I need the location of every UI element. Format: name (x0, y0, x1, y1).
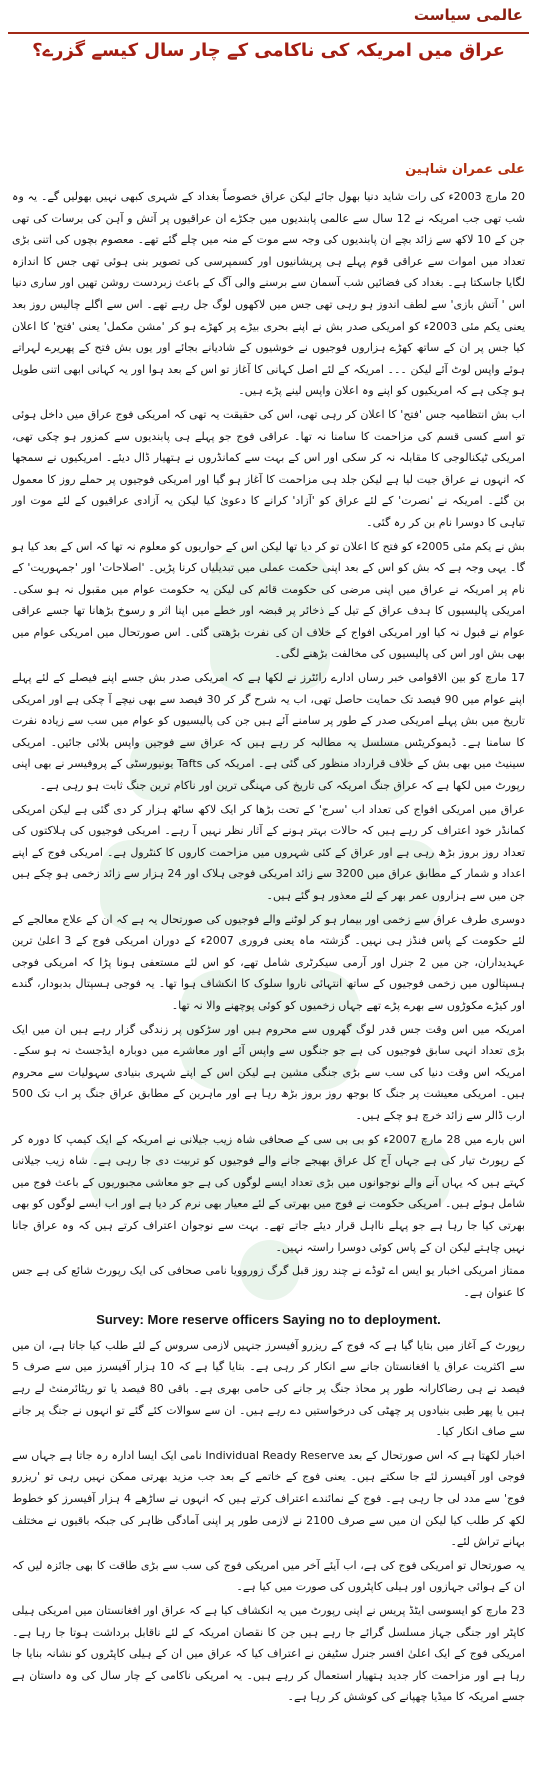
header-divider (8, 32, 529, 34)
article-body (12, 186, 525, 1710)
paragraph: دوسری طرف عراق سے زخمی اور بیمار ہو کر لوٹنے والے فوجیوں کی صورتحال یہ ہے کہ ان کے علاج معالجے کے لئے حکومت کے پاس فنڈز ہی نہیں۔ گزشتہ ماہ یعنی فروری 2007ء کے دوران امریکی فوج کے 3 اعلیٰ ترین عہدیداران، جن میں 2 جنرل اور آرمی سیکرٹری شامل تھے، کو اس لئے مستعفی ہونا پڑا کہ امریکی فوجی ہسپتالوں میں زخمی فوجیوں کے ساتھ انتہائی ناروا سلوک کا انکشاف ہوا تھا۔ یہ فوجی ہسپتال بدبودار، گندے اور کیڑے مکوڑوں سے بھرے پڑے تھے جہاں زخمیوں کو کوئی پوچھنے والا نہ تھا۔ (12, 912, 525, 1012)
paragraph: بش نے یکم مئی 2005ء کو فتح کا اعلان تو کر دیا تھا لیکن اس کے حواریوں کو معلوم نہ تھا کہ اس کے بعد کیا ہو گا۔ یہی وجہ ہے کہ بش کو اس کے بعد اپنی حکمت عملی میں تبدیلیاں کرنا پڑیں۔ 'اصلاحات' اور 'جمہوریت' کے نام پر امریکہ نے عراق میں اپنی مرضی کی حکومت قائم کی لیکن یہ حکومت عوام میں مقبول نہ ہو سکی۔ امریکی پالیسیوں کا ہدف عراق کے تیل کے ذخائر پر قبضہ اور خطے میں اپنا اثر و رسوخ بڑھانا تھا جسے عراقی عوام نے قبول نہ کیا اور امریکی افواج کے خلاف ان کی نفرت بڑھتی گئی۔ اس صورتحال میں امریکی عوام میں بھی بش اور اس کی پالیسیوں کی مخالفت بڑھنے لگی۔ (12, 539, 525, 661)
paragraph: اب بش انتظامیہ جس 'فتح' کا اعلان کر رہی تھی، اس کی حقیقت یہ تھی کہ امریکی فوج عراق میں داخل ہوئی تو اسے کسی قسم کی مزاحمت کا سامنا نہ تھا۔ عراقی فوج جو پہلے ہی پابندیوں سے کمزور ہو چکی تھی، امریکی ٹیکنالوجی کا مقابلہ نہ کر سکی اور اس کے بہت سے کمانڈروں نے ہتھیار ڈال دیئے۔ امریکیوں نے سمجھا کہ انہوں نے عراق جیت لیا ہے لیکن جلد ہی مزاحمت کا آغاز ہو گیا اور امریکی فوجیوں پر حملے روز کا معمول بن گئے۔ امریکہ نے 'نصرت' کے لئے عراق کو 'آزاد' کرانے کا دعویٰ کیا لیکن یہ آزادی عراقیوں کے لئے موت اور تباہی کا دوسرا نام بن کر رہ گئی۔ (12, 407, 525, 529)
paragraph: اس بارے میں 28 مارچ 2007ء کو بی بی سی کے صحافی شاہ زیب جیلانی نے امریکہ کے ایک کیمپ کا دورہ کر کے رپورٹ تیار کی ہے جہاں آج کل عراق بھیجے جانے والے فوجیوں کو تربیت دی جا رہی ہے۔ شاہ زیب جیلانی کہتے ہیں کہ یہاں آنے والے نوجوانوں میں بڑی تعداد ایسے لوگوں کی ہے جو معاشی مجبوریوں کے باعث فوج میں شامل ہوئے ہیں۔ امریکی حکومت نے فوج میں بھرتی کے لئے معیار بھی نرم کر دیا ہے اور اب ایسے لوگوں کو بھی بھرتی کیا جا رہا ہے جو پہلے نااہل قرار دیئے جاتے تھے۔ بہت سے نوجوان اعتراف کرتے ہیں کہ وہ عراق جانا نہیں چاہتے لیکن ان کے پاس کوئی دوسرا راستہ نہیں۔ (12, 1132, 526, 1254)
paragraph: رپورٹ کے آغاز میں بتایا گیا ہے کہ فوج کے ریزرو آفیسرز جنہیں لازمی سروس کے لئے طلب کیا جاتا ہے، ان میں سے اکثریت عراق یا افغانستان جانے سے انکار کر رہی ہے۔ بتایا گیا ہے کہ 10 ہزار آفیسرز میں سے صرف 5 فیصد نے ہی رضاکارانہ طور پر محاذ جنگ پر جانے کی حامی بھری ہے۔ باقی 80 فیصد یا تو ریٹائرمنٹ لے رہے ہیں یا پھر طبی بنیادوں پر چھٹی کی درخواستیں دے رہے ہیں۔ ان سے سوالات کئے گئے تو انہوں نے جنگ پر جانے سے صاف انکار کیا۔ (12, 1338, 525, 1439)
article-author: علی عمران شاہین (405, 162, 525, 177)
paragraph: یہ صورتحال تو امریکی فوج کی ہے، اب آیئے آخر میں امریکی فوج کی سب سے بڑی طاقت کا بھی جائزہ لیں کہ ان کے ہوائی جہازوں اور ہیلی کاپٹروں کی صورت میں کیا ہے۔ (12, 1558, 525, 1594)
paragraph: 20 مارچ 2003ء کی رات شاید دنیا بھول جائے لیکن عراق خصوصاً بغداد کے شہری کبھی نہیں بھولیں گے۔ یہ وہ شب تھی جب امریکہ نے 12 سال سے عالمی پابندیوں میں جکڑے ان عراقیوں پر آتش و آہن کی برسات کی تھی جن کے 10 لاکھ سے زائد بچے ان پابندیوں کی وجہ سے موت کے منہ میں چلے گئے تھے۔ معصوم بچوں کی اتنی بڑی تعداد میں اموات سے عراقی قوم پہلے ہی پریشانیوں اور کسمپرسی کی تصویر بنی ہوئی تھی جس کا اندازہ لگایا جاسکتا ہے۔ بغداد کی فضائیں شب آسمان سے برسنے والی آگ کے باعث زبردست روشن تھیں اور ساری دنیا اس ' آتش بازی' سے لطف اندوز ہو رہی تھی جس میں لاکھوں لوگ جل رہے تھے۔ اس سے اگلے چالیس روز بعد یعنی یکم مئی 2003ء کو امریکی صدر بش نے اپنے بحری بیڑے پر کھڑے ہو کر 'مشن مکمل' یعنی 'فتح' کا اعلان کیا جس پر ان کے ساتھ کھڑے ہزاروں فوجیوں نے خوشیوں کے شادیانے بجائے اور یوں بش فتح کے پھریرے لہراتے ہوئے واپس لوٹ آئے لیکن ۔۔۔ امریکہ کے لئے اصل کہانی کا آغاز تو اس کے بعد ہوا اور یہ کہانی ابھی اتنی طویل ہو چکی ہے کہ امریکیوں کو اپنے وہ اعلان واپس لینے پڑے ہیں۔ (12, 190, 526, 398)
paragraph: امریکہ میں اس وقت جس قدر لوگ گھروں سے محروم ہیں اور سڑکوں پر زندگی گزار رہے ہیں ان میں ایک بڑی تعداد انہی سابق فوجیوں کی ہے جو جنگوں سے واپس آئے اور معاشرے میں دوبارہ ایڈجسٹ نہ ہو سکے۔ امریکہ اس وقت دنیا کی سب سے بڑی جنگی مشین ہے لیکن اس کے اپنے شہری بنیادی سہولیات سے محروم ہیں۔ امریکی معیشت پر جنگ کا بوجھ روز بروز بڑھ رہا ہے اور ماہرین کے مطابق عراق جنگ پر اب تک 500 ارب ڈالر سے زائد خرچ ہو چکے ہیں۔ (12, 1022, 525, 1122)
paragraph: عراق میں امریکی افواج کی تعداد اب 'سرج' کے تحت بڑھا کر ایک لاکھ ساٹھ ہزار کر دی گئی ہے لیکن امریکی کمانڈر خود اعتراف کر رہے ہیں کہ حالات بہتر ہونے کے آثار نظر نہیں آ رہے۔ امریکی فوجیوں کی ہلاکتوں کی تعداد روز بروز بڑھ رہی ہے اور عراق کے کئی شہروں میں مزاحمت کاروں کا کنٹرول ہے۔ امریکی فوج کے اپنے اعداد و شمار کے مطابق عراق میں 3200 سے زائد امریکی فوجی ہلاک اور 24 ہزار سے زائد زخمی ہو چکے ہیں جن میں سے ہزاروں عمر بھر کے لئے معذور ہو گئے ہیں۔ (12, 802, 526, 902)
paragraph: ممتاز امریکی اخبار یو ایس اے ٹوڈے نے چند روز قبل گرگ زوروویا نامی صحافی کی ایک رپورٹ شائع کی ہے جس کا عنوان ہے۔ (12, 1264, 525, 1299)
paragraph: 23 مارچ کو ایسوسی ایٹڈ پریس نے اپنی رپورٹ میں یہ انکشاف کیا ہے کہ عراق اور افغانستان میں امریکی ہیلی کاپٹر اور جنگی جہاز مسلسل گرائے جا رہے ہیں جن کا نقصان امریکہ کے لئے ناقابل برداشت ہوتا جا رہا ہے۔ امریکی فوج کے ایک اعلیٰ افسر جنرل سٹیفن نے اعتراف کیا کہ عراق میں ان کے ہیلی کاپٹروں کو نشانہ بنایا جا رہا ہے اور مزاحمت کار جدید ہتھیار استعمال کر رہے ہیں۔ یہ امریکی ناکامی کے چار سال کی وہ داستان ہے جسے امریکہ کا میڈیا چھپانے کی کوشش کر رہا ہے۔ (12, 1604, 525, 1704)
section-tag: عالمی سیاست (413, 6, 523, 24)
article-title: عراق میں امریکہ کی ناکامی کے چار سال کیسے گزرے؟ (32, 40, 505, 61)
paragraph: اخبار لکھتا ہے کہ اس صورتحال کے بعد Individual Ready Reserve نامی ایک ایسا ادارہ رہ جاتا ہے جہاں سے فوجی اور آفیسرز لئے جا سکتے ہیں۔ یعنی فوج کے خاتمے کے بعد جب مزید بھرتی ممکن نہیں رہی تو 'ریزرو فوج' سے مدد لی جا رہی ہے۔ فوج کے نمائندے اعتراف کرتے ہیں کہ انہوں نے ساڑھے 4 ہزار آفیسرز کو خطوط لکھ کر طلب کیا لیکن ان میں سے صرف 2100 نے لازمی طور پر اپنی آمادگی ظاہر کی جبکہ باقیوں نے مختلف بہانے تراش لئے۔ (12, 1448, 526, 1549)
page-header (8, 6, 529, 32)
english-subheading: Survey: More reserve officers Saying no to deployment. (96, 1312, 441, 1328)
paragraph: 17 مارچ کو بین الاقوامی خبر رساں ادارے رائٹرز نے لکھا ہے کہ امریکی صدر بش جسے اپنے فیصلے کے لئے پہلے اپنے عوام میں 90 فیصد تک حمایت حاصل تھی، اب یہ شرح گر کر 30 فیصد سے بھی نیچے آ چکی ہے اور امریکی تاریخ میں بش پہلے امریکی صدر کے طور پر سامنے آئے ہیں جن کی پالیسیوں کو عوام میں سب سے زیادہ نفرت کا سامنا ہے۔ ڈیموکریٹس مسلسل یہ مطالبہ کر رہے ہیں کہ عراق سے فوجیں واپس بلائی جائیں۔ امریکی سینیٹ میں بھی بش کے خلاف قرارداد منظور کی گئی ہے۔ امریکہ کی Tafts یونیورسٹی کے پروفیسر نے بھی اپنی رپورٹ میں لکھا ہے کہ عراق جنگ امریکہ کی تاریخ کی مہنگی ترین اور ناکام ترین جنگ ثابت ہو رہی ہے۔ (12, 671, 525, 793)
